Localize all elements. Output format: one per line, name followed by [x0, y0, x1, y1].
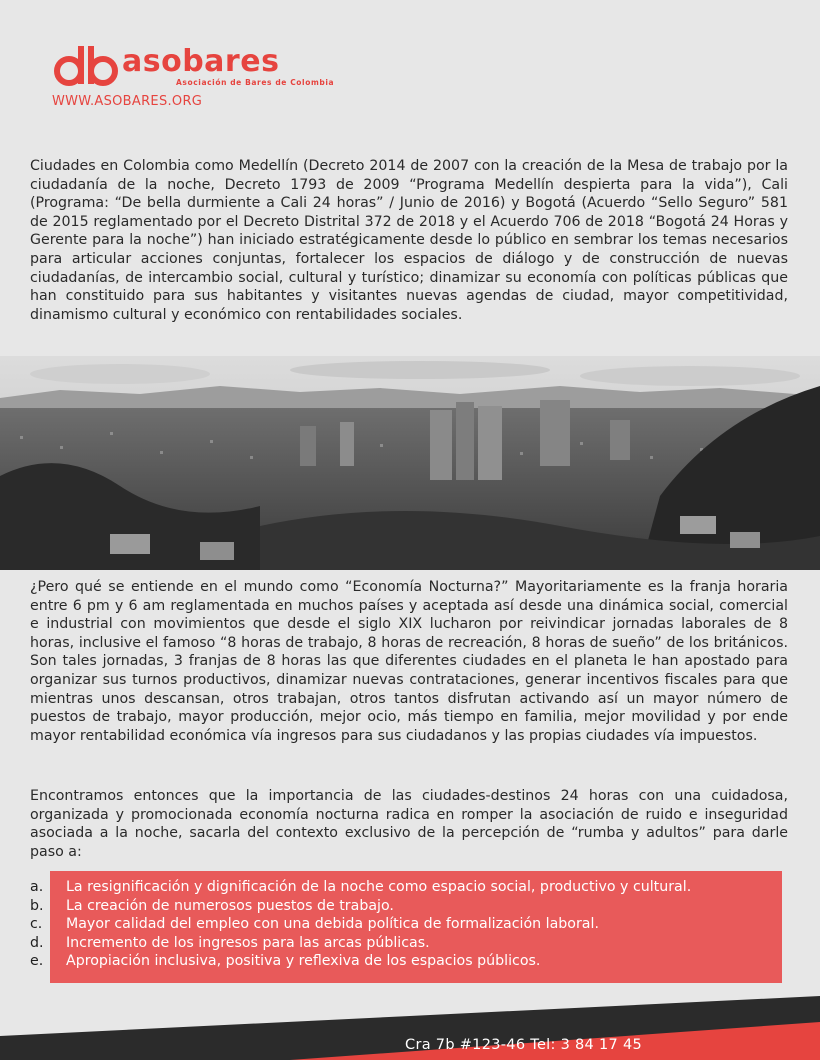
list-item — [30, 915, 790, 934]
benefits-list — [30, 878, 790, 971]
brand-name: asobares — [122, 44, 280, 79]
list-marker: d. — [30, 934, 44, 951]
logo — [52, 44, 335, 94]
list-item — [30, 897, 790, 916]
list-item-text: La resignificación y dignificación de la noche como espacio social, productivo y cultural. — [66, 879, 692, 895]
paragraph-intro: Ciudades en Colombia como Medellín (Decreto 2014 de 2007 con la creación de la Mesa de trabajo por la ciudadanía de la noche, Decreto 1793 de 2009 “Programa Medellín despierta para la vida”), Cali (Programa: “De bella durmiente a Cali 24 horas” / Junio de 2016) y Bogotá (Acuerdo “Sello Seguro” 581 de 2015 reglamentado por el Decreto Distrital 372 de 2018 y el Acuerdo 706 de 2018 “Bogotá 24 Horas y Gerente para la noche”) han iniciado estratégicamente desde lo público en sembrar los temas necesarios para articular acciones conjuntas, fortalecer los espacios de diálogo y de construcción de nuevas ciudadanías, de intercambio social, cultural y turístico; dinamizar su economía con políticas públicas que han constituido para sus habitantes y visitantes nuevas agendas de ciudad, mayor competitividad, dinamismo cultural y económico con rentabilidades sociales. — [30, 158, 788, 323]
list-item — [30, 878, 790, 897]
brand-subtitle: Asociación de Bares de Colombia — [176, 78, 335, 87]
website-link[interactable]: WWW.ASOBARES.ORG — [52, 94, 203, 109]
list-item-text: Incremento de los ingresos para las arcas públicas. — [66, 934, 430, 951]
footer-address: Cra 7b #123-46 Tel: 3 84 17 45 — [405, 1037, 642, 1053]
list-item-text: Apropiación inclusiva, positiva y reflexiva de los espacios públicos. — [66, 953, 541, 970]
city-panorama-photo — [0, 356, 820, 570]
asobares-logo-mark — [52, 44, 120, 88]
list-item-text: Mayor calidad del empleo con una debida política de formalización laboral. — [66, 916, 599, 933]
list-item — [30, 952, 790, 971]
paragraph-importance: Encontramos entonces que la importancia de las ciudades-destinos 24 horas con una cuidadosa, organizada y promocionada economía nocturna radica en romper la asociación de ruido e inseguridad asociada a la noche, sacarla del contexto exclusivo de la percepción de “rumba y adultos” para darle paso a: — [30, 788, 788, 860]
list-marker: c. — [30, 916, 43, 933]
paragraph-night-economy: ¿Pero qué se entiende en el mundo como “Economía Nocturna?” Mayoritariamente es la franja horaria entre 6 pm y 6 am reglamentada en muchos países y aceptada así desde una dinámica social, comercial e industrial con movimientos que desde el siglo XIX lucharon por reivindicar jornadas laborales de 8 horas, inclusive el famoso “8 horas de trabajo, 8 horas de recreación, 8 horas de sueño” de los británicos. Son tales jornadas, 3 franjas de 8 horas las que diferentes ciudades en el planeta le han apostado para organizar sus turnos productivos, dinamizar nuevas contrataciones, generar incentivos fiscales para que mientras unos descansan, otros trabajan, otros tantos disfrutan activando así un mayor número de puestos de trabajo, mayor producción, mejor ocio, más tiempo en familia, mejor movilidad y por ende mayor rentabilidad económica vía ingresos para sus ciudadanos y las propias ciudades vía impuestos. — [30, 579, 788, 744]
list-marker: a. — [30, 879, 44, 895]
list-marker: e. — [30, 953, 44, 970]
list-marker: b. — [30, 897, 44, 914]
list-item-text: La creación de numerosos puestos de trabajo. — [66, 897, 394, 914]
list-item — [30, 934, 790, 953]
